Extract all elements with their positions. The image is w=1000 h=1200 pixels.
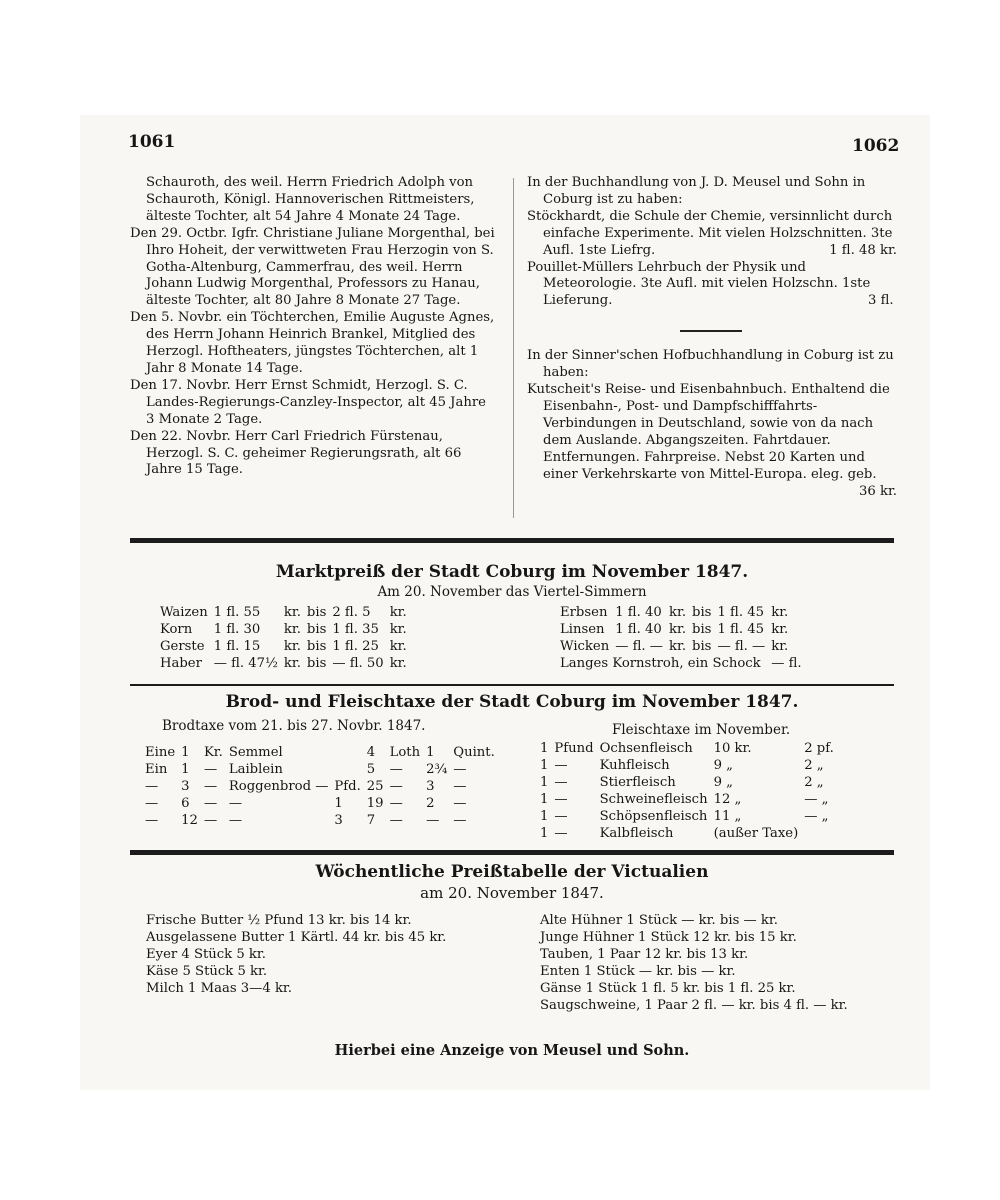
table-row: Haber — fl. 47½ kr. bis — fl. 50 kr.	[160, 656, 407, 671]
list-item: Käse 5 Stück 5 kr.	[146, 964, 268, 979]
table-row: 1 — Schöpsenfleisch 11 „ — „	[540, 809, 829, 824]
page-number-right: 1062	[852, 136, 900, 156]
section-rule	[130, 850, 894, 855]
table-row: — 6 — — 1 19 — 2 —	[145, 796, 467, 811]
meat-table	[540, 740, 840, 842]
table-row: 1 Pfund Ochsenfleisch 10 kr. 2 pf.	[540, 741, 834, 756]
table-row: 1 — Schweinefleisch 12 „ — „	[540, 792, 829, 807]
death-notices-column	[130, 175, 498, 479]
table-row: 1 — Stierfleisch 9 „ 2 „	[540, 775, 824, 790]
ad-separator	[680, 330, 742, 332]
notice-continued: Schauroth, des weil. Herrn Friedrich Adolph von Schauroth, Königl. Hannoverischen Rittmeisters, älteste Tochter, alt 54 Jahre 4 Monate 24 Tage.	[146, 175, 475, 224]
list-item: Ausgelassene Butter 1 Kärtl. 44 kr. bis 45 kr.	[146, 930, 447, 945]
victuals-subtitle: am 20. November 1847.	[420, 884, 604, 902]
notice: Den 22. Novbr. Herr Carl Friedrich Fürstenau, Herzogl. S. C. geheimer Regierungsrath, alt 66 Jahre 15 Tage.	[130, 428, 462, 478]
list-item: Saugschweine, 1 Paar 2 fl. — kr. bis 4 fl. — kr.	[540, 998, 848, 1013]
grain-prices-left	[160, 604, 413, 672]
section-rule	[130, 538, 894, 543]
bread-header: Brodtaxe vom 21. bis 27. Novbr. 1847.	[162, 718, 426, 734]
table-row: Linsen 1 fl. 40 kr. bis 1 fl. 45 kr.	[560, 622, 789, 637]
list-item: Frische Butter ½ Pfund 13 kr. bis 14 kr.	[146, 913, 412, 928]
list-item: Eyer 4 Stück 5 kr.	[146, 947, 266, 962]
advertisements-column	[527, 175, 897, 500]
list-item: Tauben, 1 Paar 12 kr. bis 13 kr.	[540, 947, 749, 962]
table-row: Langes Kornstroh, ein Schock — fl.	[560, 656, 802, 671]
table-row: Ein 1 — Laiblein 5 — 2¾ —	[145, 762, 467, 777]
ad-header: In der Buchhandlung von J. D. Meusel und Sohn in Coburg ist zu haben:	[527, 175, 866, 207]
bread-table	[145, 744, 501, 829]
footer-note: Hierbei eine Anzeige von Meusel und Sohn.	[334, 1042, 690, 1059]
section-rule	[130, 684, 894, 686]
table-row: — 12 — — 3 7 — — —	[145, 813, 467, 828]
page-number-left: 1061	[128, 132, 176, 152]
notice: Den 5. Novbr. ein Töchterchen, Emilie Auguste Agnes, des Herrn Johann Heinrich Brankel, Mitglied des Herzogl. Hoftheaters, jüngstes Töchterchen, alt 1 Jahr 8 Monate 14 Tage.	[130, 310, 495, 376]
table-row: Korn 1 fl. 30 kr. bis 1 fl. 35 kr.	[160, 622, 407, 637]
table-row: Waizen 1 fl. 55 kr. bis 2 fl. 5 kr.	[160, 605, 407, 620]
victuals-title: Wöchentliche Preißtabelle der Victualien	[315, 862, 709, 882]
table-row: Eine 1 Kr. Semmel 4 Loth 1 Quint.	[145, 745, 495, 760]
victuals-right-list	[540, 912, 848, 1014]
notice: Den 17. Novbr. Herr Ernst Schmidt, Herzogl. S. C. Landes-Regierungs-Canzley-Inspector, alt 45 Jahre 3 Monate 2 Tage.	[130, 377, 486, 427]
market-subtitle: Am 20. November das Viertel-Simmern	[377, 584, 647, 600]
ad-item: Pouillet-Müllers Lehrbuch der Physik und Meteorologie. 3te Aufl. mit vielen Holzschn. 1ste Lieferung. 3 fl.	[527, 259, 894, 309]
column-divider	[513, 178, 514, 518]
list-item: Alte Hühner 1 Stück — kr. bis — kr.	[540, 913, 778, 928]
meat-header: Fleischtaxe im November.	[612, 722, 791, 738]
market-title: Marktpreiß der Stadt Coburg im November 1847.	[275, 562, 749, 582]
list-item: Enten 1 Stück — kr. bis — kr.	[540, 964, 736, 979]
table-row: 1 — Kalbfleisch (außer Taxe)	[540, 826, 799, 841]
table-row: Wicken — fl. — kr. bis — fl. — kr.	[560, 639, 789, 654]
notice: Den 29. Octbr. Igfr. Christiane Juliane Morgenthal, bei Ihro Hoheit, der verwittweten Frau Herzogin von S. Gotha-Altenburg, Cammerfrau, des weil. Herrn Johann Ludwig Morgenthal, Professors zu Hanau, älteste Tochter, alt 80 Jahre 8 Monate 27 Tage.	[130, 225, 495, 309]
victuals-left-list	[146, 912, 446, 997]
table-row: 1 — Kuhfleisch 9 „ 2 „	[540, 758, 824, 773]
ad-item: Kutscheit's Reise- und Eisenbahnbuch. Enthaltend die Eisenbahn-, Post- und Dampfschifffahrts-Verbindungen in Deutschland, sowie von da nach dem Auslande. Abgangszeiten. Fahrtdauer. Entfernungen. Fahrpreise. Nebst 20 Karten und einer Verkehrskarte von Mittel-Europa. eleg. geb. 36 kr.	[527, 382, 897, 499]
bread-meat-title: Brod- und Fleischtaxe der Stadt Coburg im November 1847.	[225, 692, 799, 712]
grain-prices-right	[560, 604, 808, 672]
table-row: Gerste 1 fl. 15 kr. bis 1 fl. 25 kr.	[160, 639, 407, 654]
table-row: Erbsen 1 fl. 40 kr. bis 1 fl. 45 kr.	[560, 605, 789, 620]
ad-item: Stöckhardt, die Schule der Chemie, versinnlicht durch einfache Experimente. Mit vielen Holzschnitten. 3te Aufl. 1ste Liefrg. 1 fl. 48 kr.	[527, 208, 897, 258]
list-item: Gänse 1 Stück 1 fl. 5 kr. bis 1 fl. 25 kr.	[540, 981, 796, 996]
table-row: — 3 — Roggenbrod — Pfd. 25 — 3 —	[145, 779, 467, 794]
ad-header: In der Sinner'schen Hofbuchhandlung in Coburg ist zu haben:	[527, 348, 894, 381]
list-item: Junge Hühner 1 Stück 12 kr. bis 15 kr.	[540, 930, 797, 945]
list-item: Milch 1 Maas 3—4 kr.	[146, 981, 292, 996]
